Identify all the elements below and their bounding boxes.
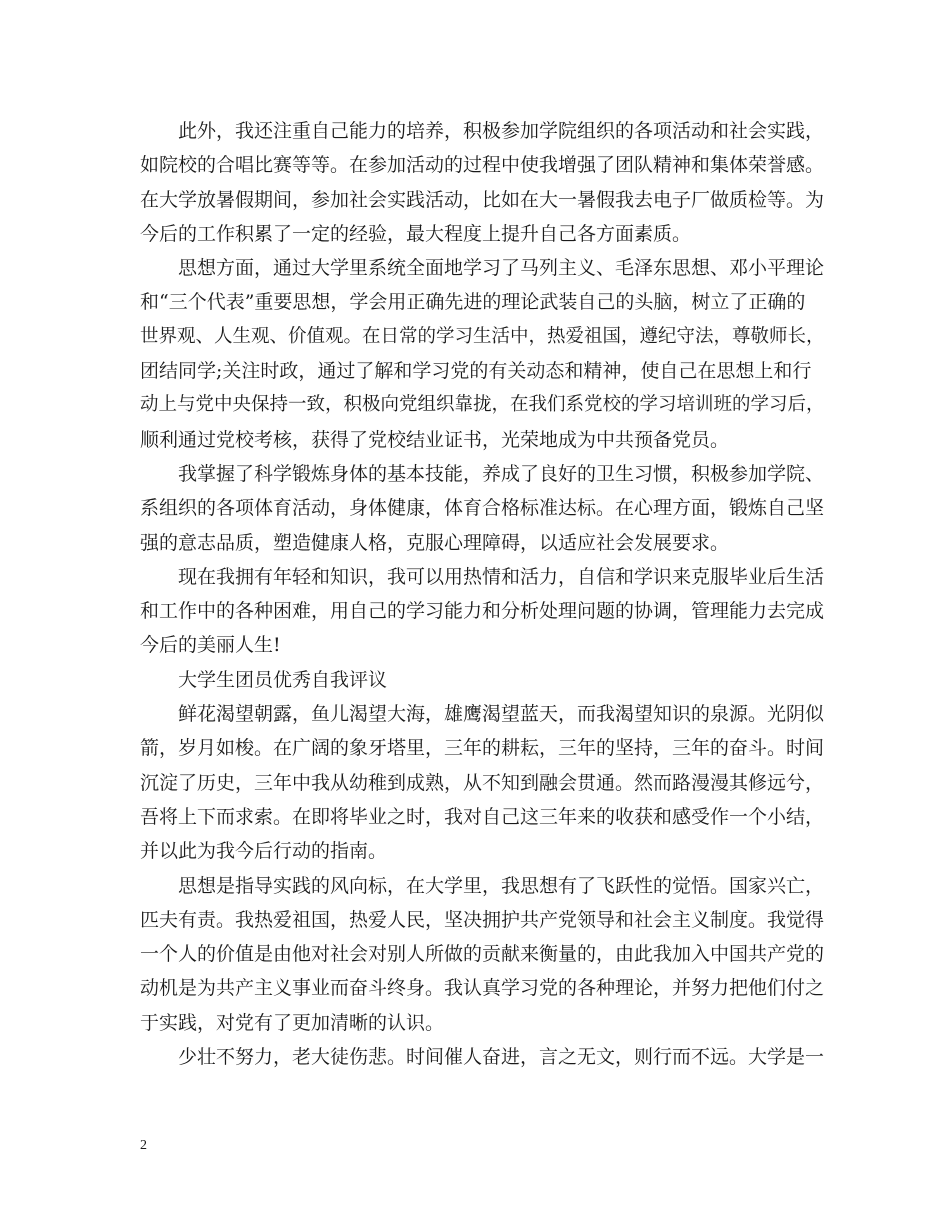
text-line: 和工作中的各种困难，用自己的学习能力和分析处理问题的协调，管理能力去完成: [140, 600, 825, 623]
text-line: 今后的美丽人生!: [140, 634, 281, 657]
text-line: 并以此为我今后行动的指南。: [140, 840, 388, 863]
document-body: [140, 114, 830, 1074]
text-line: 顺利通过党校考核，获得了党校结业证书，光荣地成为中共预备党员。: [140, 428, 730, 451]
text-line: 世界观、人生观、价值观。在日常的学习生活中，热爱祖国，遵纪守法，尊敬师长，: [140, 325, 825, 347]
text-line: 我掌握了科学锻炼身体的基本技能，养成了良好的卫生习惯，积极参加学院、: [178, 462, 825, 485]
text-line: 今后的工作积累了一定的经验，最大程度上提升自己各方面素质。: [140, 222, 692, 245]
text-line: 动机是为共产主义事业而奋斗终身。我认真学习党的各种理论，并努力把他们付之: [140, 977, 825, 1000]
text-line: 如院校的合唱比赛等等。在参加活动的过程中使我增强了团队精神和集体荣誉感。: [140, 154, 825, 177]
text-line: 匹夫有责。我热爱祖国，热爱人民，坚决拥护共产党领导和社会主义制度。我觉得: [140, 908, 825, 931]
page-number: 2: [140, 1138, 147, 1153]
text-line: 和“三个代表”重要思想，学会用正确先进的理论武装自己的头脑，树立了正确的: [140, 291, 806, 314]
text-line: 动上与党中央保持一致，积极向党组织靠拢，在我们系党校的学习培训班的学习后，: [140, 394, 825, 416]
text-line: 鲜花渴望朝露，鱼儿渴望大海，雄鹰渴望蓝天，而我渴望知识的泉源。光阴似: [178, 703, 825, 726]
text-line: 箭，岁月如梭。在广阔的象牙塔里，三年的耕耘，三年的坚持，三年的奋斗。时间: [140, 737, 825, 760]
text-line: 于实践，对党有了更加清晰的认识。: [140, 1011, 445, 1034]
text-line: 吾将上下而求索。在即将毕业之时，我对自己这三年来的收获和感受作一个小结，: [140, 805, 825, 828]
text-line: 一个人的价值是由他对社会对别人所做的贡献来衡量的，由此我加入中国共产党的: [140, 943, 825, 966]
text-line: 在大学放暑假期间，参加社会实践活动，比如在大一暑假我去电子厂做质检等。为: [140, 188, 825, 211]
text-line: 强的意志品质，塑造健康人格，克服心理障碍，以适应社会发展要求。: [140, 531, 730, 554]
text-line: 少壮不努力，老大徒伤悲。时间催人奋进，言之无文，则行而不远。大学是一: [178, 1046, 825, 1069]
text-line: 思想方面，通过大学里系统全面地学习了马列主义、毛泽东思想、邓小平理论: [178, 257, 825, 280]
text-line: 思想是指导实践的风向标，在大学里，我思想有了飞跃性的觉悟。国家兴亡，: [178, 874, 825, 897]
text-line: 沉淀了历史，三年中我从幼稚到成熟，从不知到融会贯通。然而路漫漫其修远兮，: [140, 771, 825, 794]
text-line: 现在我拥有年轻和知识，我可以用热情和活力，自信和学识来克服毕业后生活: [178, 565, 825, 588]
text-line: 团结同学;关注时政，通过了解和学习党的有关动态和精神，使自己在思想上和行: [140, 360, 812, 383]
text-line: 此外，我还注重自己能力的培养，积极参加学院组织的各项活动和社会实践，: [178, 120, 825, 142]
text-line: 系组织的各项体育活动，身体健康，体育合格标准达标。在心理方面，锻炼自己坚: [140, 497, 825, 520]
text-line: 大学生团员优秀自我评议: [178, 668, 388, 691]
